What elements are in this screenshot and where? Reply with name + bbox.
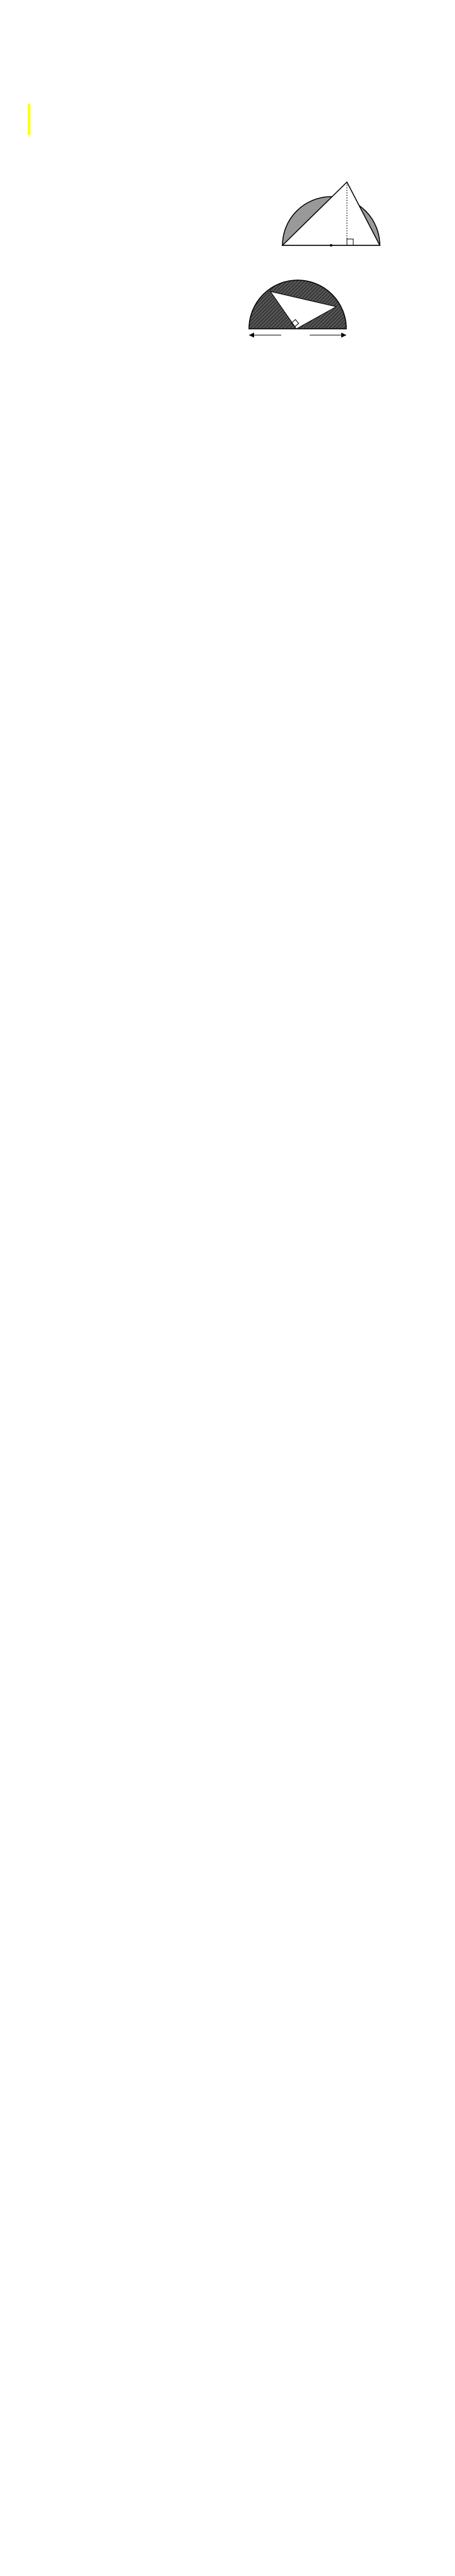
figure-semicircle-inscribed-triangle	[246, 278, 354, 360]
section-header-semicircle	[28, 104, 30, 135]
figure-semicircle-triangle	[278, 176, 385, 264]
